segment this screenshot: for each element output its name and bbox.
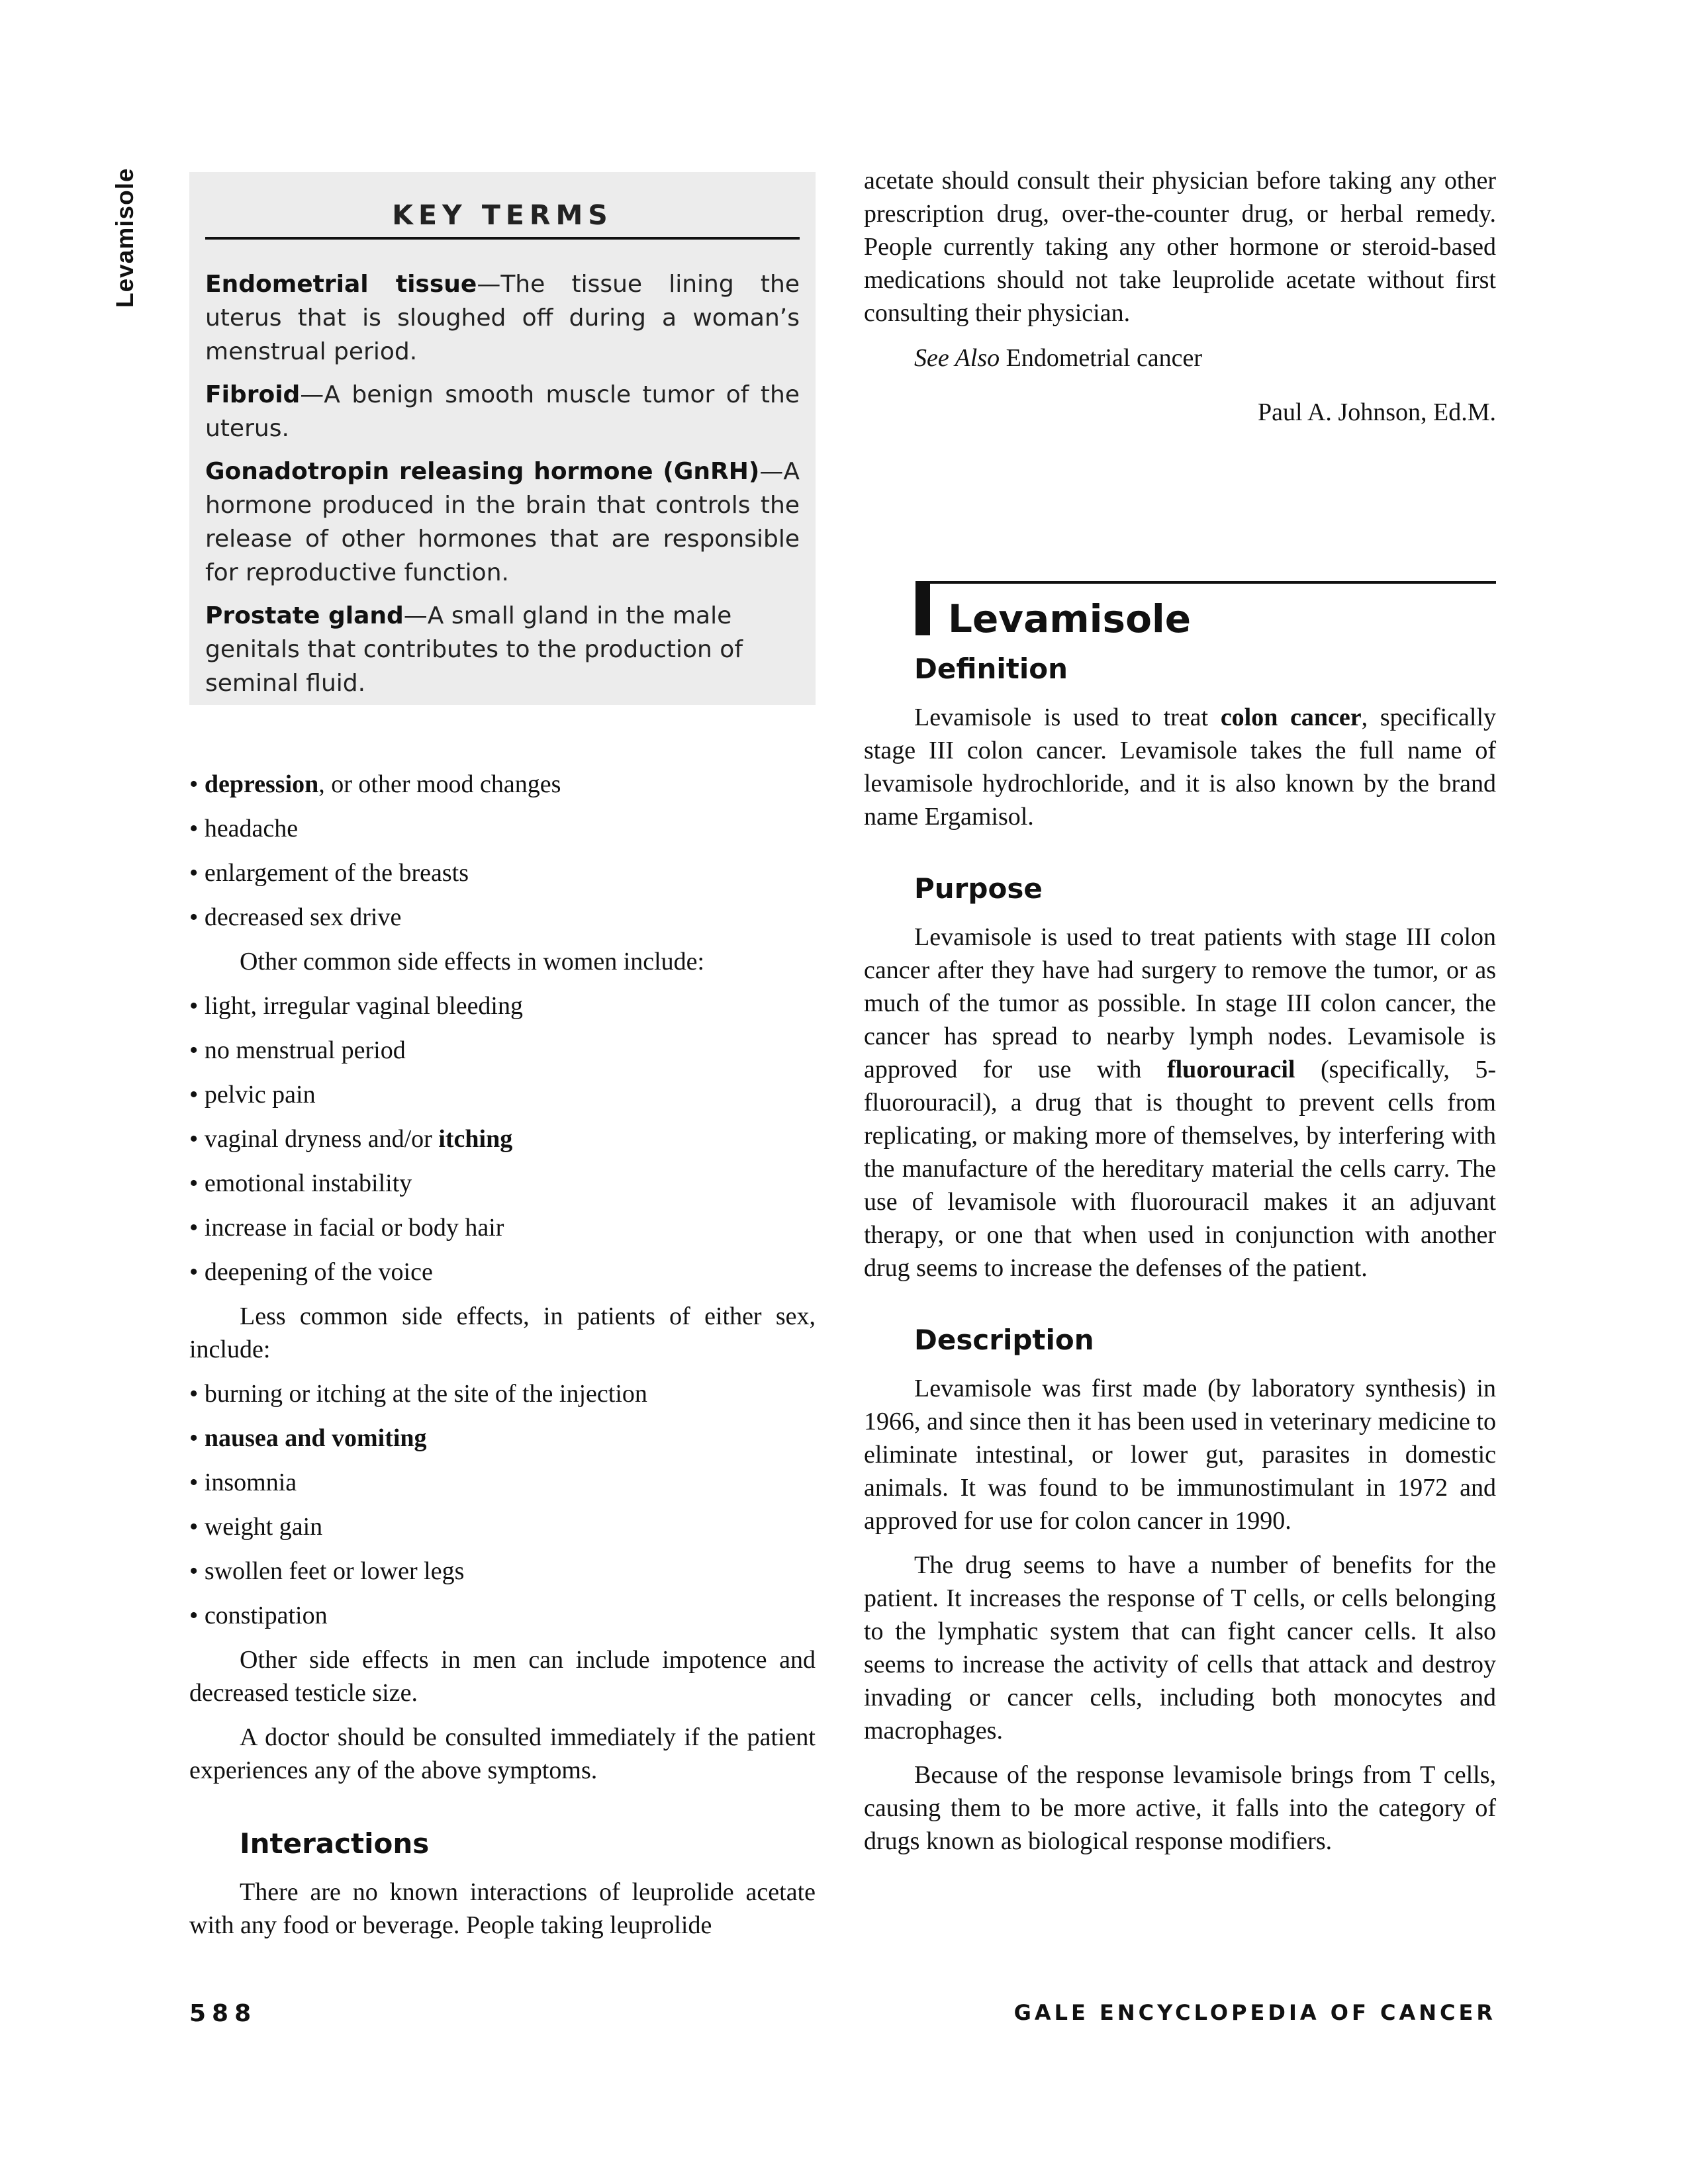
author: Paul A. Johnson, Ed.M. — [1258, 398, 1496, 426]
section-heading-description: Description — [914, 1324, 1094, 1356]
list-item: • swollen feet or lower legs — [189, 1557, 465, 1585]
paragraph: Other common side effects in women include: — [240, 948, 705, 976]
section-heading-interactions: Interactions — [240, 1827, 430, 1860]
key-term-definition: —A small gland in the male genitals that contributes to the production of seminal fluid. — [205, 602, 743, 697]
list-item-text: pelvic pain — [204, 1081, 316, 1109]
list-item-text: deepening of the voice — [204, 1258, 433, 1286]
list-item-text: , or other mood changes — [318, 770, 561, 798]
paragraph — [864, 921, 1496, 1285]
paragraph: The drug seems to have a number of benefits for the patient. It increases the response of T cells, or cells belonging to the lymphatic system that can fight cancer cells. It also seems to increase the activity of cells that attack and destroy invading or cancer cells, including both monocytes and macrophages. — [864, 1551, 1496, 1745]
key-term-definition: —The tissue lining the uterus that is sloughed off during a woman’s menstrual period. — [205, 271, 800, 365]
list-item: • weight gain — [189, 1513, 323, 1541]
publication-title: GALE ENCYCLOPEDIA OF CANCER — [1013, 2000, 1496, 2025]
key-term-definition: —A hormone produced in the brain that controls the release of other hormones that are responsible for reproductive function. — [205, 458, 800, 586]
list-item-text: increase in facial or body hair — [204, 1214, 504, 1242]
list-item: • enlargement of the breasts — [189, 859, 469, 887]
list-item: • light, irregular vaginal bleeding — [189, 992, 523, 1020]
list-item-text: emotional instability — [204, 1169, 412, 1197]
section-heading-definition: Definition — [914, 653, 1068, 685]
list-item-text: no menstrual period — [204, 1036, 406, 1064]
right-column-body — [864, 652, 1496, 1858]
left-column-body — [189, 768, 816, 1942]
paragraph: Because of the response levamisole brings from T cells, causing them to be more active, it falls into the category of drugs known as biological response modifiers. — [864, 1761, 1496, 1855]
list-item-text: headache — [204, 815, 299, 842]
key-term-item — [205, 267, 800, 369]
list-item-text: vaginal dryness and/or — [204, 1125, 439, 1153]
list-item-text: weight gain — [204, 1513, 323, 1541]
paragraph-text: (specifically, 5-fluorouracil), a drug that is thought to prevent cells from replicating, or making more of themselves, by interfering with the manufacture of the hereditary material the cells carry. The use of levamisole with fluorouracil makes it an adjuvant therapy, or one that when used in conjunction with another drug seems to increase the defenses of the patient. — [864, 1056, 1496, 1282]
key-term: Fibroid — [205, 381, 301, 408]
paragraph: Less common side effects, in patients of either sex, include: — [189, 1302, 816, 1363]
list-item: • pelvic pain — [189, 1081, 316, 1109]
list-item: • nausea and vomiting — [189, 1424, 427, 1452]
list-item-text: burning or itching at the site of the injection — [204, 1380, 647, 1408]
list-item-text: light, irregular vaginal bleeding — [204, 992, 523, 1020]
list-item-text: swollen feet or lower legs — [204, 1557, 465, 1585]
key-term: Gonadotropin releasing hormone (GnRH) — [205, 458, 760, 485]
paragraph: There are no known interactions of leuprolide acetate with any food or beverage. People taking leuprolide — [189, 1878, 816, 1939]
list-item: • emotional instability — [189, 1169, 412, 1197]
key-term-item — [205, 599, 800, 700]
bold-term: nausea and vomiting — [204, 1424, 427, 1452]
paragraph: A doctor should be consulted immediately if the patient experiences any of the above symptoms. — [189, 1723, 816, 1784]
bold-term: depression — [204, 770, 319, 798]
list-item-text: insomnia — [204, 1469, 297, 1496]
bold-term: colon cancer — [1220, 704, 1362, 731]
list-item: • decreased sex drive — [189, 903, 402, 931]
right-column-continuation — [864, 164, 1496, 429]
list-item: • increase in facial or body hair — [189, 1214, 504, 1242]
side-tab — [111, 167, 138, 308]
section-heading-purpose: Purpose — [914, 872, 1043, 905]
paragraph-text: , specifically stage III colon cancer. Levamisole takes the full name of levamisole hydrochloride, and it is also known by the brand name Ergamisol. — [864, 704, 1497, 831]
list-item-text: enlargement of the breasts — [204, 859, 469, 887]
paragraph-text: Levamisole is used to treat patients with stage III colon cancer after they have had surgery to remove the tumor, or as much of the tumor as possible. In stage III colon cancer, the cancer has spread to nearby lymph nodes. Levamisole is approved for use with — [864, 923, 1496, 1083]
list-item-text: constipation — [204, 1602, 328, 1629]
entry-rule — [915, 581, 1496, 584]
list-item: • no menstrual period — [189, 1036, 406, 1064]
key-term-item — [205, 378, 800, 445]
side-tab-label: Levamisole — [111, 167, 138, 308]
list-item: • deepening of the voice — [189, 1258, 433, 1286]
bold-term: fluorouracil — [1166, 1056, 1295, 1083]
see-also-link: Endometrial cancer — [1000, 344, 1203, 372]
page-number: 588 — [189, 2000, 258, 2027]
see-also — [864, 341, 1496, 375]
key-term-item — [205, 455, 800, 590]
see-also-label: See Also — [914, 344, 1000, 372]
list-item: • constipation — [189, 1602, 328, 1629]
paragraph-text: Levamisole is used to treat — [914, 704, 1221, 731]
entry-bar — [915, 581, 930, 635]
key-terms-title: KEY TERMS — [205, 199, 800, 240]
key-term: Endometrial tissue — [205, 271, 477, 298]
paragraph: acetate should consult their physician before taking any other prescription drug, over-the-counter drug, or herbal remedy. People currently taking any other hormone or steroid-based medications should not take leuprolide acetate without first consulting their physician. — [864, 167, 1496, 327]
list-item: • depression, or other mood changes — [189, 770, 561, 798]
list-item: • burning or itching at the site of the injection — [189, 1380, 647, 1408]
paragraph: Other side effects in men can include impotence and decreased testicle size. — [189, 1646, 816, 1707]
paragraph — [864, 701, 1496, 833]
list-item-text: decreased sex drive — [204, 903, 402, 931]
key-term: Prostate gland — [205, 602, 404, 629]
key-terms-box — [189, 172, 816, 705]
bold-term: itching — [438, 1125, 513, 1153]
list-item: • vaginal dryness and/or itching — [189, 1125, 513, 1153]
list-item: • headache — [189, 815, 299, 842]
list-item: • insomnia — [189, 1469, 297, 1496]
key-term-definition: —A benign smooth muscle tumor of the uterus. — [205, 381, 800, 442]
paragraph: Levamisole was first made (by laboratory synthesis) in 1966, and since then it has been used in veterinary medicine to eliminate intestinal, or lower gut, parasites in domestic animals. It was found to be immunostimulant in 1972 and approved for use for colon cancer in 1990. — [864, 1375, 1496, 1535]
entry-title: Levamisole — [948, 596, 1192, 641]
